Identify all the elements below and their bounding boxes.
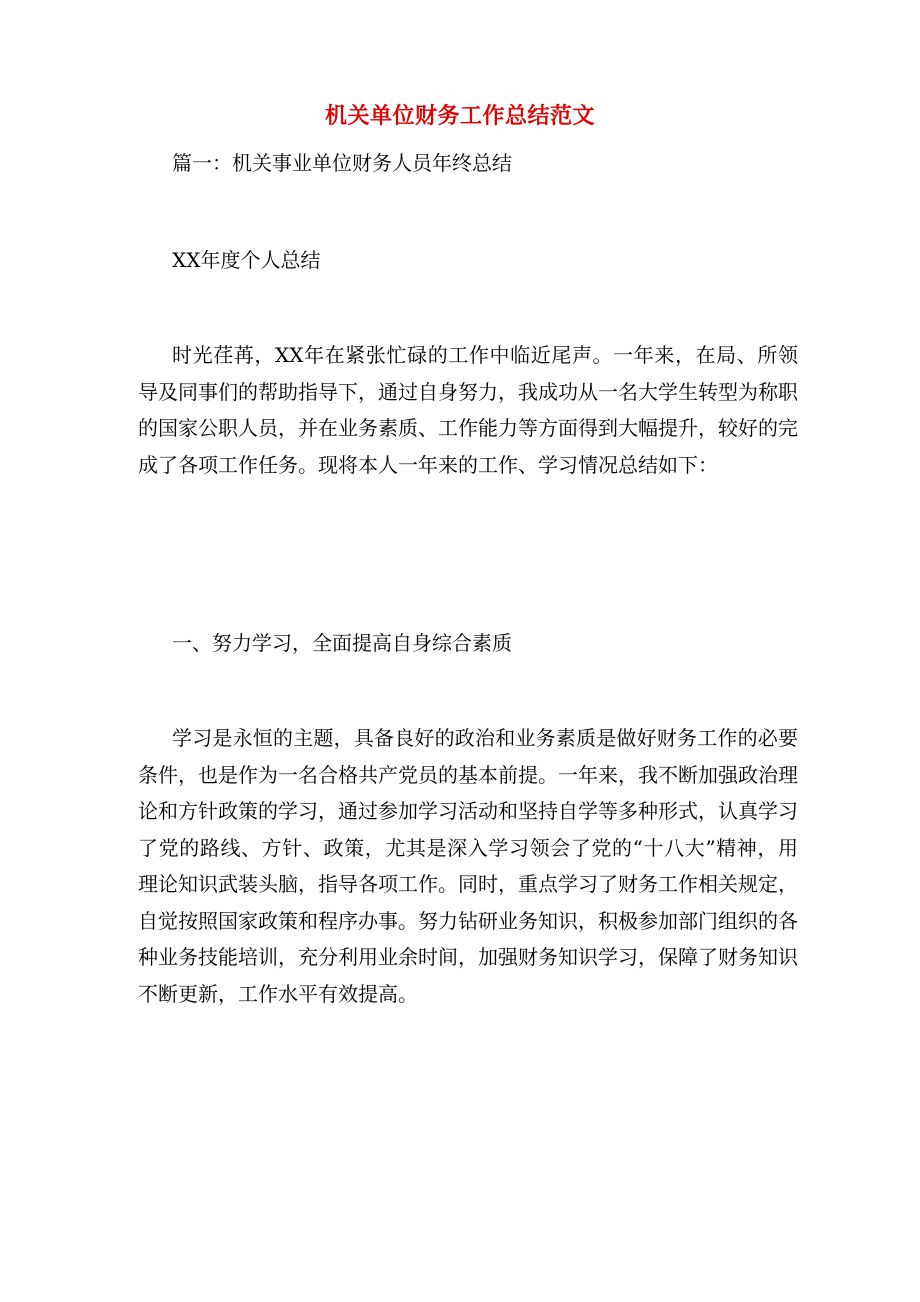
section-heading: 一、努力学习，全面提高自身综合素质 <box>172 631 512 655</box>
document-title: 机关单位财务工作总结范文 <box>324 103 595 129</box>
year-heading: XX年度个人总结 <box>172 248 321 272</box>
section-paragraph: 学习是永恒的主题，具备良好的政治和业务素质是做好财务工作的必要条件，也是作为一名合格共产党员的基本前提。一年来，我不断加强政治理论和方针政策的学习，通过参加学习活动和坚持自学等多种形式，认真学习了党的路线、方针、政策，尤其是深入学习领会了党的“十八大”精神，用理论知识武装头脑，指导各项工作。同时，重点学习了财务工作相关规定，自觉按照国家政策和程序办事。努力钻研业务知识，积极参加部门组织的各种业务技能培训，充分利用业余时间，加强财务知识学习，保障了财务知识不断更新，工作水平有效提高。 <box>138 726 798 1006</box>
intro-paragraph: 时光荏苒，XX年在紧张忙碌的工作中临近尾声。一年来，在局、所领导及同事们的帮助指导下，通过自身努力，我成功从一名大学生转型为称职的国家公职人员，并在业务素质、工作能力等方面得到大幅提升，较好的完成了各项工作任务。现将本人一年来的工作、学习情况总结如下： <box>138 343 798 477</box>
document-subtitle: 篇一：机关事业单位财务人员年终总结 <box>172 151 512 175</box>
